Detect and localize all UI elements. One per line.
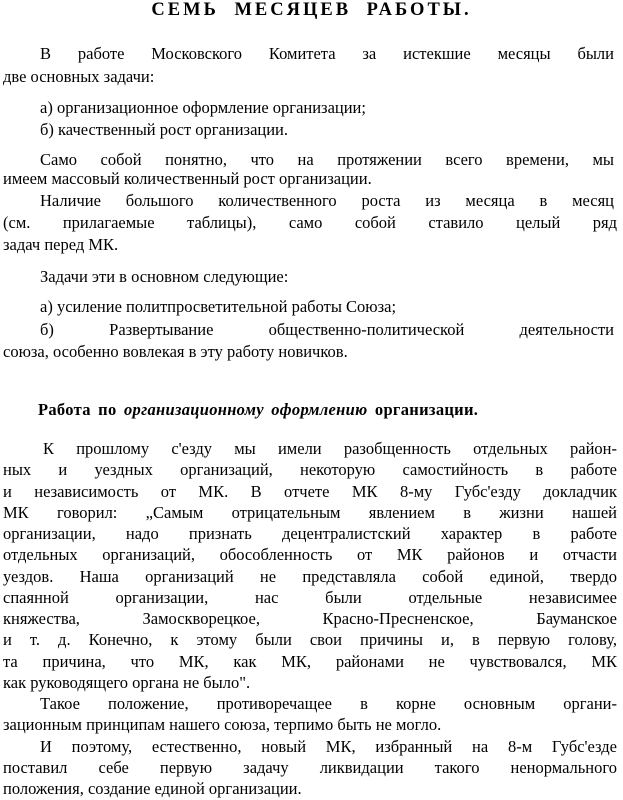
body-line-5: организации, надо признать децентралистский характер в работе — [3, 524, 617, 543]
body-line-16: поставил себе первую задачу ликвидации такого ненормального — [3, 757, 617, 777]
para3-line-1: Наличие большого количественного роста из месяца в месяц — [40, 191, 614, 210]
section-heading-part-3: организации. — [374, 400, 479, 419]
para2-line-2: имеем массовый количественный рост организации. — [3, 169, 372, 188]
body-line-14: зационным принципам нашего союза, терпимо быть не могло. — [3, 715, 442, 735]
intro-item-a: а) организационное оформление организации; — [40, 98, 366, 117]
section-heading — [38, 398, 478, 421]
body-line-8: спаянной организации, нас были отдельные независимее — [3, 587, 617, 607]
tasks-intro: Задачи эти в основном следующие: — [40, 267, 289, 286]
body-line-1: К прошлому с'езду мы имели разобщенность отдельных район- — [43, 439, 617, 458]
tasks-item-b-line-1: б) Развертывание общественно-политической деятельности — [40, 320, 614, 339]
body-line-17: положения, создание единой организации. — [3, 779, 302, 798]
intro-item-b: б) качественный рост организации. — [40, 120, 289, 139]
tasks-item-a: а) усиление политпросветительной работы Союза; — [40, 297, 397, 316]
body-line-7: уездов. Наша организаций не представляла собой единой, твердо — [3, 566, 617, 586]
body-line-4: МК говорил: „Самым отрицательным явлением в жизни нашей — [3, 502, 617, 522]
body-line-2: ных и уездных организаций, некоторую самостийность в работе — [3, 460, 617, 480]
body-line-15: И поэтому, естественно, новый МК, избранный на 8-м Губс'езде — [40, 736, 617, 756]
body-line-10: и т. д. Конечно, к этому были свои причины и, в первую голову, — [3, 630, 617, 650]
body-line-6: отдельных организаций, обособленность от МК районов и отчасти — [3, 545, 617, 565]
para2-line-1: Само собой понятно, что на протяжении всего времени, мы — [40, 150, 614, 169]
body-line-12: как руководящего органа не было". — [3, 672, 251, 692]
body-line-13: Такое положение, противоречащее в корне основным органи- — [40, 694, 617, 713]
intro-line-1: В работе Московского Комитета за истекшие месяцы были — [40, 44, 614, 63]
para3-line-3: задач перед МК. — [3, 235, 119, 254]
para3-line-2: (см. прилагаемые таблицы), само собой ставило целый ряд — [3, 213, 617, 232]
section-heading-part-2: организационному оформлению — [123, 400, 368, 419]
body-line-11: та причина, что МК, как МК, районами не чувствовался, МК — [3, 651, 617, 671]
section-heading-part-1: Работа по — [38, 400, 117, 419]
intro-line-2: две основных задачи: — [3, 67, 155, 86]
document-title: СЕМЬ МЕСЯЦЕВ РАБОТЫ. — [151, 0, 472, 20]
tasks-item-b-line-2: союза, особенно вовлекая в эту работу новичков. — [3, 342, 348, 361]
body-line-9: княжества, Замоскворецкое, Красно-Пресненское, Бауманское — [3, 609, 617, 628]
body-line-3: и независимость от МК. В отчете МК 8-му Губс'езду докладчик — [3, 481, 617, 501]
